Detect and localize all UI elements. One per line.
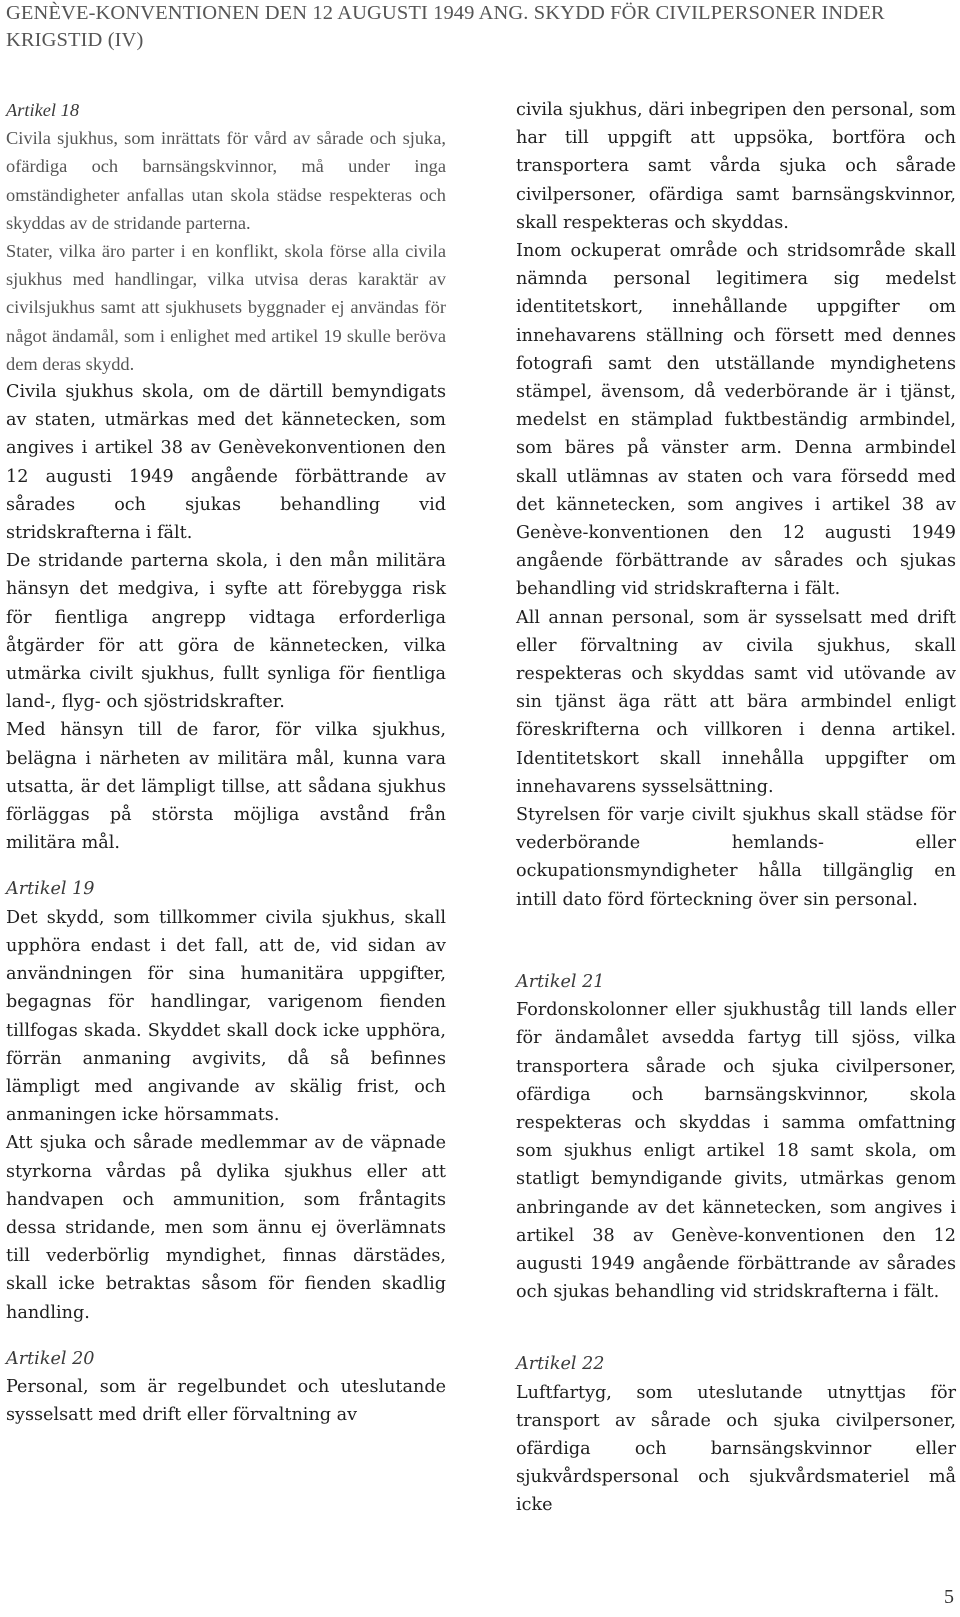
- article-19-paragraph-2: Att sjuka och sårade medlemmar av de väpnade styrkorna vårdas på dylika sjukhus eller att handvapen och ammunition, som fråntagits dessa stridande, men som ännu ej överlämnats till vederbörlig myndighet, finnas därstädes, skall icke betraktas såsom för fienden skadlig handling.: [6, 1133, 446, 1323]
- left-column: [6, 96, 446, 1429]
- article-20-paragraph-1-continued: civila sjukhus, däri inbegripen den personal, som har till uppgift att uppsöka, bortföra och transportera samt vårda sjuka och sårade civilpersoner, ofärdiga samt barnsängskvinnor, skall respekteras och skyddas.: [516, 100, 956, 233]
- article-18-paragraph-4: De stridande parterna skola, i den mån militära hänsyn det medgiva, i syfte att förebygga risk för fientliga angrepp vidtaga erforderliga åtgärder för att göra de kännetecken, vilka utmärka civilt sjukhus, fullt synliga för fientliga land-, flyg- och sjöstridskrafter.: [6, 551, 446, 713]
- article-19-paragraph-1: Det skydd, som tillkommer civila sjukhus, skall upphöra endast i det fall, att de, vid sidan av användningen för sina humanitära uppgifter, begagnas för handlingar, varigenom fienden tillfogas skada. Skyddet skall dock icke upphöra, förrän anmaning avgivits, då så befinnes lämpligt med angivande av skälig frist, och anmaningen icke hörsammats.: [6, 907, 446, 1126]
- article-18-paragraph-2: Stater, vilka äro parter i en konflikt, skola förse alla civila sjukhus med handlingar, vilka utvisa deras karaktär av civilsjukhus samt att sjukhusets byggnader ej användas för något ändamål, som i enlighet med artikel 19 skulle beröva dem deras skydd.: [6, 241, 446, 374]
- article-22-paragraph-1: Luftfartyg, som uteslutande utnyttjas för transport av sårade och sjuka civilpersoner, ofärdiga och barnsängskvinnor eller sjukvårdspersonal och sjukvårdsmateriel må icke: [516, 1382, 956, 1516]
- article-18-paragraph-3: Civila sjukhus skola, om de därtill bemyndigats av staten, utmärkas med det kännetecken, som angives i artikel 38 av Genèvekonventionen den 12 augusti 1949 angående förbättrande av sårades och sjukas behandling vid stridskrafterna i fält.: [6, 382, 446, 544]
- article-22-title: Artikel 22: [516, 1354, 605, 1375]
- article-18-title: Artikel 18: [6, 100, 80, 120]
- article-21-paragraph-1: Fordonskolonner eller sjukhuståg till lands eller för ändamålet avsedda fartyg till sjöss, vilka transportera sårade och sjuka civilpersoner, ofärdiga och barnsängskvinnor, skola respekteras och skyddas i samma omfattning som sjukhus enligt artikel 18 samt skola, om statligt bemyndigande givits, utmärkas genom anbringande av det kännetecken, som angives i artikel 38 av Genève-konventionen den 12 augusti 1949 angående förbättrande av sårades och sjukas behandling vid stridskrafterna i fält.: [516, 1000, 956, 1303]
- article-19-title: Artikel 19: [6, 879, 95, 900]
- article-20-paragraph-1: Personal, som är regelbundet och uteslutande sysselsatt med drift eller förvaltning av: [6, 1376, 446, 1426]
- article-20-title: Artikel 20: [6, 1348, 95, 1369]
- article-20-paragraph-4: Styrelsen för varje civilt sjukhus skall städse för vederbörande hemlands- eller ockupationsmyndigheter hålla tillgänglig en intill dato förd förteckning över sin personal.: [516, 805, 956, 910]
- article-18-paragraph-5: Med hänsyn till de faror, för vilka sjukhus, belägna i närheten av militära mål, kunna vara utsatta, är det lämpligt tillse, att sådana sjukhus förläggas på största möjliga avstånd från militära mål.: [6, 720, 446, 854]
- right-column: [516, 96, 956, 1520]
- spacer: [6, 857, 446, 875]
- page-number: 5: [944, 1586, 954, 1608]
- spacer: [516, 914, 956, 968]
- spacer: [516, 1306, 956, 1350]
- article-18-paragraph-1: Civila sjukhus, som inrättats för vård av sårade och sjuka, ofärdiga och barnsängskvinnor, må under inga omständigheter anfallas utan skola städse respekteras och skyddas av de stridande parterna.: [6, 128, 446, 233]
- article-21-title: Artikel 21: [516, 971, 605, 992]
- article-20-paragraph-3: All annan personal, som är sysselsatt med drift eller förvaltning av civila sjukhus, skall respekteras och skyddas samt vid utövande av sin tjänst äga rätt att bära armbindel enligt föreskrifterna och villkoren i denna artikel. Identitetskort skall innehålla uppgifter om innehavarens sysselsättning.: [516, 607, 956, 797]
- spacer: [6, 1327, 446, 1345]
- article-20-paragraph-2: Inom ockuperat område och stridsområde skall nämnda personal legitimera sig medelst identitetskort, innehållande uppgifter om innehavarens ställning och försett med dennes fotografi samt den utställande myndighetens stämpel, ävensom, då vederbörande är i tjänst, medelst en stämplad fuktbeständig armbindel, som bäres på vänster arm. Denna armbindel skall utlämnas av staten och vara försedd med det kännetecken, som angives i artikel 38 av Genève-konventionen den 12 augusti 1949 angående förbättrande av sårades och sjukas behandling vid stridskrafterna i fält.: [516, 241, 956, 600]
- page-header-title: GENÈVE-KONVENTIONEN DEN 12 AUGUSTI 1949 ANG. SKYDD FÖR CIVILPERSONER INDER KRIGSTID (IV): [6, 2, 885, 51]
